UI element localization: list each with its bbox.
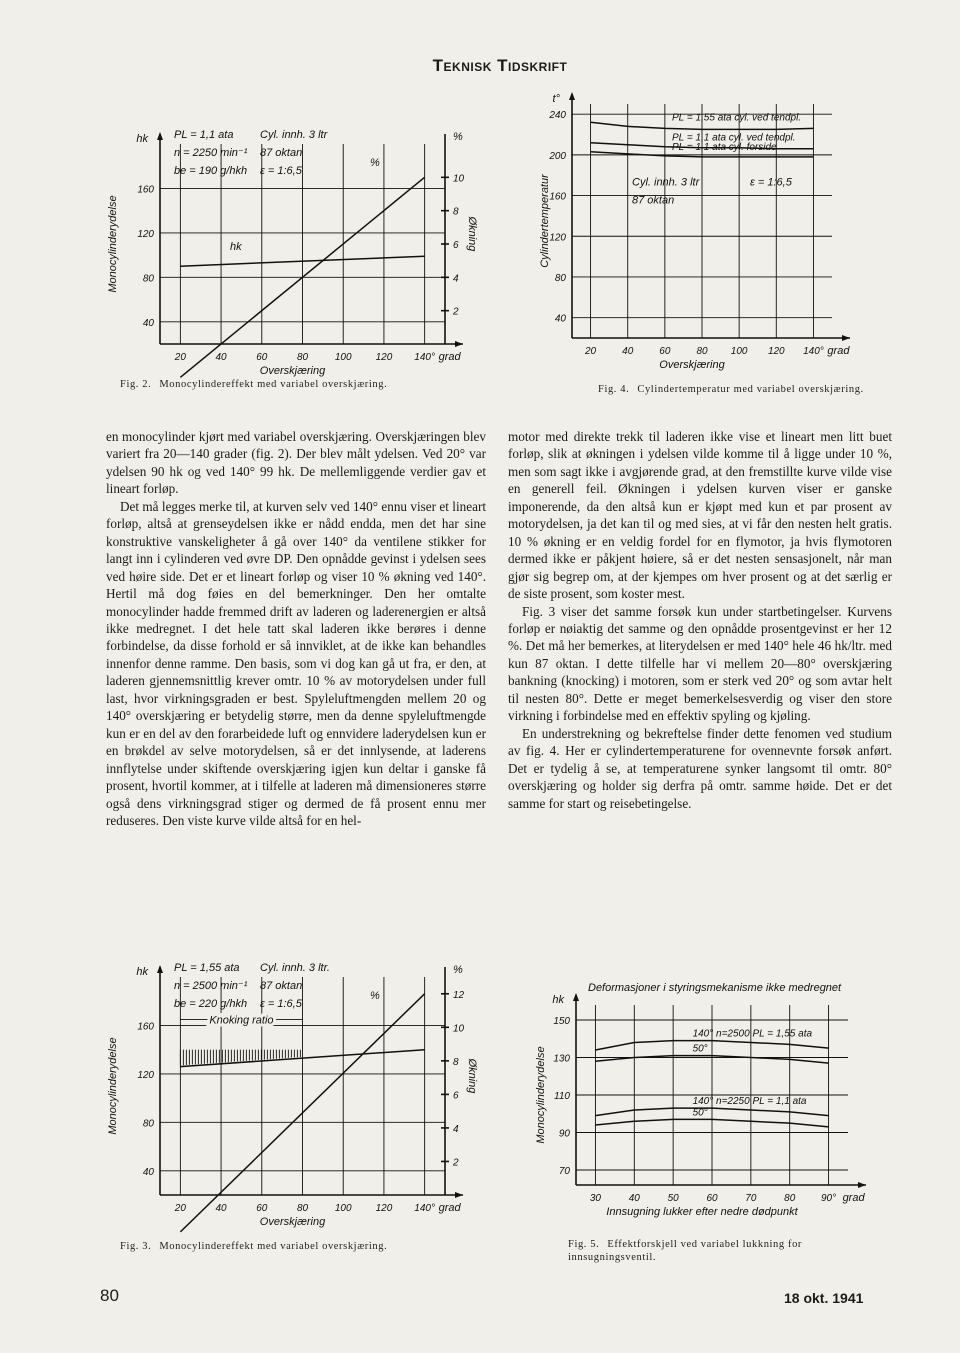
y2-tick-label: 6 — [453, 1090, 459, 1102]
x-axis-arrow — [455, 1192, 463, 1198]
param-pressure: PL = 1,55 ata — [174, 962, 240, 974]
y2-axis-label: Økning — [466, 216, 478, 252]
y-axis-arrow — [573, 993, 579, 1001]
y2-tick-label: 8 — [453, 1056, 459, 1068]
fig5-caption-text: Effektforskjell ved variabel lukkning for innsugningsventil. — [568, 1239, 803, 1263]
y-tick-label: 80 — [142, 1118, 154, 1130]
y-tick-label: 240 — [549, 110, 566, 122]
y2-tick-label: 10 — [453, 173, 465, 185]
y2-unit: % — [453, 131, 463, 143]
chart-title: Deformasjoner i styringsmekanisme ikke medregnet — [588, 982, 842, 994]
y2-axis-label: Økning — [466, 1058, 478, 1094]
x-tick-label: 140° — [414, 352, 435, 363]
fig3-caption-number: Fig. 3. — [120, 1241, 152, 1252]
y-tick-label: 200 — [549, 150, 566, 162]
x-unit: grad — [438, 351, 461, 363]
y-axis-arrow — [157, 132, 163, 140]
fig4-caption-text: Cylindertemperatur med variabel overskjæring. — [637, 384, 864, 395]
x-tick-label: 80 — [696, 346, 708, 357]
fig2-caption-text: Monocylindereffekt med variabel overskjæring. — [159, 379, 388, 390]
x-tick-label: 40 — [215, 1203, 227, 1214]
series-label: hk — [230, 241, 242, 253]
x-tick-label: 20 — [174, 1203, 186, 1214]
x-tick-label: 140° — [414, 1203, 435, 1214]
x-tick-label: 80 — [296, 1203, 309, 1214]
fig4-caption-number: Fig. 4. — [598, 384, 630, 395]
x-tick-label: 80 — [296, 352, 309, 363]
y-unit: hk — [552, 994, 564, 1006]
fig2-caption-number: Fig. 2. — [120, 379, 152, 390]
y2-tick-label: 2 — [453, 1157, 459, 1169]
y2-tick-label: 10 — [453, 1023, 465, 1035]
series-label: % — [370, 990, 380, 1002]
x-tick-label: 100 — [730, 346, 748, 357]
param-compression: ε = 1:6,5 — [260, 998, 302, 1010]
y-tick-label: 110 — [554, 1091, 570, 1102]
x-axis-label: Innsugning lukker efter nedre dødpunkt — [606, 1206, 798, 1218]
y-axis-label: Monocylinderydelse — [107, 1037, 119, 1135]
fig5-caption — [568, 1238, 848, 1264]
fig5-caption-number: Fig. 5. — [568, 1239, 600, 1250]
y-unit: hk — [136, 966, 148, 978]
fig4-caption — [598, 383, 878, 396]
x-tick-label: 40 — [628, 1193, 640, 1204]
series-label: PL = 1,1 ata cyl. forside — [672, 141, 777, 153]
series-label: 140° n=2250 PL = 1,1 ata — [692, 1096, 807, 1108]
param-octane: 87 oktan — [632, 194, 675, 207]
param-octane: 87 oktan — [260, 147, 303, 159]
y-tick-label: 160 — [137, 1021, 154, 1033]
fig3-caption-text: Monocylindereffekt med variabel overskjæring. — [159, 1241, 388, 1252]
left-paragraph: Det må legges merke til, at kurven selv ved 140° ennu viser et lineart forløp, altså at grenseydelsen ikke er nådd endda, men det har sine konstruktive vanskeligheter å gå over 140° da ventilene stikker for langt inn i cylinderen ved øvre DP. Den opnådde gevinst i ydelsen sees ved høire side. Det er et lineart forløp og viser 10 % økning ved 140°. Hertil må dog føies en del bemerkninger. Den her omtalte monocylinder hadde fremmed drift av laderen og laderenergien er altså ikke medregnet. I det hele tatt skal laderen ikke berøres i denne forbindelse, da disse forhold er så innviklet, at de ikke kan behandles innenfor denne ramme. Den basis, som vi dog kan gå ut fra, er den, at laderen gjennemsnittlig krever omtr. 10 % av motorydelsen under full last, hvor virkningsgraden er best. Spyleluftmengden mellem 20 og 140° overskjæring er betydelig større, men da denne spyleluftmengde kun er en del av den forarbeidede luft og ennvidere laderydelsen kun er en brøkdel av selve motorydelsen, så er det innlysende, at laderens innflytelse under skiftende overskjæring igjen kun deltar i ganske få prosent, hvortil kommer, at i tilfelle at laderen må dimensioneres større også dens virkningsgrad stiger og dermed de få prosent ennu mer reduseres. Den viste kurve vilde altså for en hel- — [106, 498, 486, 828]
x-tick-label: 70 — [745, 1193, 757, 1204]
param-rpm: n = 2500 min⁻¹ — [174, 980, 248, 992]
x-tick-label: 100 — [334, 1203, 352, 1214]
x-tick-label: 90° — [821, 1193, 837, 1204]
param-volume: Cyl. innh. 3 ltr — [632, 176, 700, 189]
y-tick-label: 80 — [554, 272, 566, 284]
param-compression: ε = 1:6,5 — [750, 176, 792, 189]
y-unit: hk — [136, 133, 148, 145]
y-tick-label: 120 — [137, 1069, 154, 1081]
y2-tick-label: 12 — [453, 989, 465, 1001]
y-tick-label: 40 — [142, 1166, 154, 1178]
series-label: 50° — [692, 1107, 708, 1119]
x-tick-label: 120 — [767, 346, 785, 357]
x-tick-label: 60 — [256, 352, 268, 363]
fig3-chart — [100, 955, 480, 1230]
x-unit: grad — [438, 1202, 461, 1214]
x-tick-label: 140° — [803, 346, 824, 357]
param-octane: 87 oktan — [260, 980, 303, 992]
series-label: 140° n=2500 PL = 1,55 ata — [692, 1028, 813, 1040]
x-axis-label: Overskjæring — [659, 359, 725, 371]
y-tick-label: 80 — [142, 273, 154, 285]
x-tick-label: 60 — [256, 1203, 268, 1214]
y-axis-arrow — [569, 92, 575, 100]
y-axis-label: Monocylinderydelse — [535, 1046, 547, 1144]
x-axis-arrow — [455, 341, 463, 347]
y-axis-label: Cylindertemperatur — [539, 174, 551, 268]
y-axis-arrow — [157, 965, 163, 973]
y2-tick-label: 6 — [453, 240, 459, 251]
x-tick-label: 20 — [585, 346, 597, 357]
series-label: % — [370, 157, 380, 169]
right-paragraph: motor med direkte trekk til laderen ikke vise et lineart men litt buet forløp, slik at økningen i ydelsen vilde komme til å ligge under 10 %, men som sagt ikke i avgjørende grad, at den fremstillte kurve vilde vise en generell feil. Økningen i ydelsen kurven viser er ganske imponerende, da den altså kun er kjøpt med kun et par prosent av motorydelsen, ja det kan til og med sies, at vi får den nesten helt gratis. 10 % økning er en veldig fordel for en flymotor, ja hvis flymotoren dermed ikke er påkjent høiere, så er det nesten sensasjonelt, når man gjør sig begrep om, at der kjempes om hver prosent og at det særlig er de siste prosent, som koster mest. — [508, 429, 892, 602]
y-tick-label: 150 — [553, 1016, 570, 1027]
y-tick-label: 40 — [142, 317, 154, 329]
y-tick-label: 120 — [549, 232, 566, 244]
left-paragraph: en monocylinder kjørt med variabel overskjæring. Overskjæringen blev variert fra 20—140 grader (fig. 2). Der blev målt ydelsen. Ved 20° var ydelsen 90 hk og ved 140° 99 hk. De mellemliggende verdier gav et lineart forløp. — [106, 429, 486, 497]
x-tick-label: 30 — [589, 1193, 601, 1204]
y2-tick-label: 2 — [453, 306, 459, 318]
right-paragraph: Fig. 3 viser det samme forsøk kun under startbetingelser. Kurvens forløp er nøiaktig det samme og den opnådde prosentgevinst er her 12 %. Det må her bemerkes, at literydelsen er med 140° hele 46 hk/ltr. med kun 87 oktan. I dette tilfelle har vi mellem 20—80° overskjæring bankning (knocking) i motoren, som er sterk ved 20° og som avtar helt til nesten 80°. Dette er meget bemerkelsesverdig og viser den store virkning i forbindelse med en effektiv spyling og kjøling. — [508, 603, 892, 724]
body-left-column — [106, 428, 486, 829]
x-tick-label: 60 — [659, 346, 671, 357]
series-label: PL = 1,55 ata cyl. ved tendpl. — [672, 112, 802, 124]
y-tick-label: 90 — [558, 1128, 570, 1140]
fig4-chart — [532, 86, 892, 386]
page-number: 80 — [100, 1286, 119, 1305]
x-tick-label: 40 — [215, 352, 227, 363]
fig2-chart — [100, 122, 480, 382]
y2-unit: % — [453, 964, 463, 976]
y-tick-label: 160 — [137, 184, 154, 196]
y-unit: t° — [552, 93, 560, 105]
param-rpm: n = 2250 min⁻¹ — [174, 147, 248, 159]
param-compression: ε = 1:6,5 — [260, 165, 302, 177]
x-axis-arrow — [842, 335, 850, 341]
x-tick-label: 60 — [706, 1193, 718, 1204]
x-tick-label: 20 — [174, 352, 186, 363]
series-label: 50° — [692, 1043, 708, 1055]
y2-tick-label: 8 — [453, 206, 459, 218]
x-unit: grad — [842, 1192, 865, 1204]
y-tick-label: 120 — [137, 228, 154, 240]
x-tick-label: 120 — [375, 352, 393, 363]
x-axis-label: Overskjæring — [259, 1216, 326, 1228]
masthead-title: Teknisk Tidskrift — [432, 56, 568, 75]
x-tick-label: 80 — [784, 1193, 796, 1204]
y-tick-label: 130 — [553, 1053, 570, 1065]
x-tick-label: 120 — [375, 1203, 393, 1214]
issue-date: 18 okt. 1941 — [784, 1290, 864, 1306]
x-tick-label: 40 — [622, 346, 634, 357]
y-tick-label: 70 — [558, 1166, 570, 1177]
param-volume: Cyl. innh. 3 ltr — [260, 129, 328, 141]
x-tick-label: 100 — [334, 352, 352, 363]
fig5-chart — [528, 975, 898, 1235]
y-tick-label: 40 — [554, 313, 566, 325]
param-pressure: PL = 1,1 ata — [174, 129, 234, 141]
fig3-caption — [120, 1240, 490, 1253]
body-right-column — [508, 428, 892, 812]
right-paragraph: En understrekning og bekreftelse finder dette fenomen ved studium av fig. 4. Her er cylindertemperaturene for ovennevnte forsøk anført. Det er tydelig å se, at temperaturene synker langsomt til omtr. 80° overskjæring og holder sig derfra på omtr. samme høide. Det er det samme for start og reisebetingelse. — [508, 725, 892, 811]
fig2-caption — [120, 378, 490, 391]
param-consumption: be = 220 g/hkh — [174, 998, 248, 1010]
y2-tick-label: 4 — [453, 1123, 459, 1135]
y2-tick-label: 4 — [453, 273, 459, 285]
y-tick-label: 160 — [549, 191, 566, 203]
x-tick-label: 50 — [667, 1193, 679, 1204]
x-unit: grad — [827, 345, 850, 357]
x-axis-arrow — [858, 1182, 866, 1188]
y-axis-label: Monocylinderydelse — [107, 195, 119, 293]
series-label: PL = 1,1 ata cyl. ved tendpl. — [672, 132, 796, 144]
param-volume: Cyl. innh. 3 ltr. — [260, 962, 330, 974]
knocking-annotation: Knoking ratio — [209, 1014, 274, 1027]
x-axis-label: Overskjæring — [259, 365, 326, 377]
param-consumption: be = 190 g/hkh — [174, 165, 248, 177]
